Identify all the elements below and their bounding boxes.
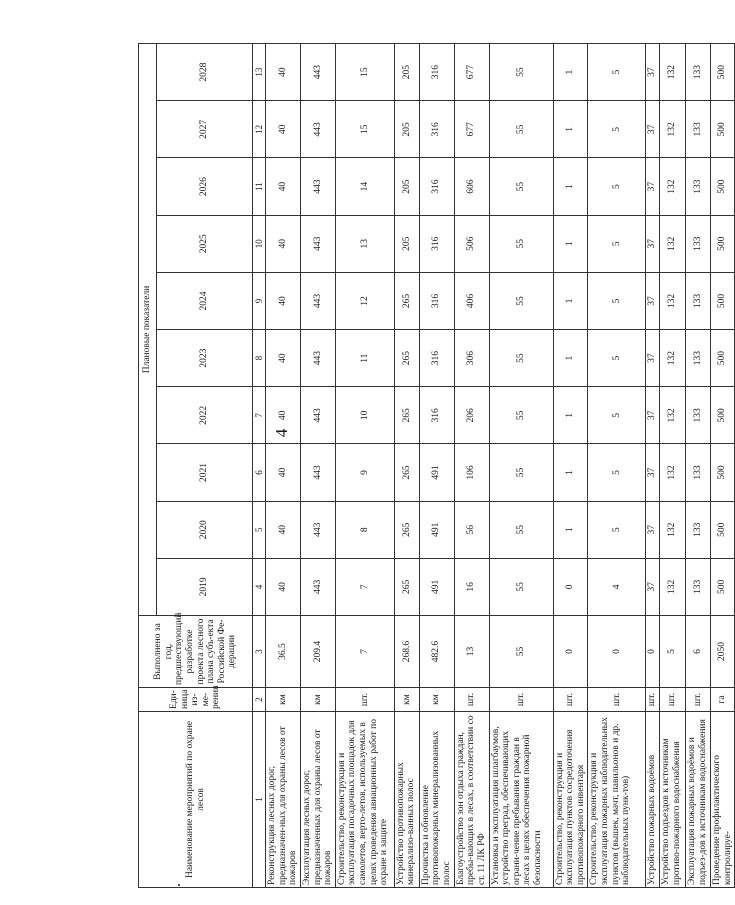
plan-value-cell: 491 <box>419 501 454 558</box>
plan-value-cell: 133 <box>686 387 711 444</box>
plan-value-cell: 55 <box>489 158 553 215</box>
column-index: 1 <box>253 712 266 888</box>
plan-value-cell: 443 <box>300 101 335 158</box>
plan-value-cell: 443 <box>300 158 335 215</box>
unit-cell: км <box>394 688 419 712</box>
plan-value-cell: 40 <box>266 272 301 329</box>
plan-value-cell: 40 <box>266 44 301 101</box>
plan-value-cell: 491 <box>419 558 454 615</box>
plan-value-cell: 5 <box>588 215 646 272</box>
plan-value-cell: 316 <box>419 387 454 444</box>
column-index: 8 <box>253 330 266 387</box>
plan-value-cell: 133 <box>686 501 711 558</box>
plan-value-cell: 132 <box>660 158 686 215</box>
plan-value-cell: 4 <box>588 558 646 615</box>
done-cell: 268.6 <box>394 616 419 688</box>
plan-value-cell: 677 <box>454 101 489 158</box>
unit-cell: шт. <box>588 688 646 712</box>
activity-name: Благоустройство зон отдыха граждан, пребы-вающих в лесах, в соответствии со ст. 11 ЛК РФ <box>454 712 489 888</box>
column-index: 2 <box>253 688 266 712</box>
plan-value-cell: 40 <box>266 387 301 444</box>
table-row <box>660 44 686 888</box>
plan-value-cell: 55 <box>489 44 553 101</box>
plan-value-cell: 1 <box>553 44 588 101</box>
year-header: 2026 <box>157 158 253 215</box>
plan-value-cell: 40 <box>266 558 301 615</box>
unit-cell: км <box>266 688 301 712</box>
plan-value-cell: 55 <box>489 387 553 444</box>
plan-value-cell: 14 <box>335 158 394 215</box>
plan-value-cell: 133 <box>686 215 711 272</box>
done-cell: 13 <box>454 616 489 688</box>
plan-value-cell: 500 <box>711 330 735 387</box>
unit-cell: шт. <box>454 688 489 712</box>
plan-value-cell: 606 <box>454 158 489 215</box>
plan-value-cell: 132 <box>660 558 686 615</box>
year-header: 2019 <box>157 558 253 615</box>
done-cell: 7 <box>335 616 394 688</box>
plan-value-cell: 316 <box>419 330 454 387</box>
year-header: 2025 <box>157 215 253 272</box>
plan-value-cell: 132 <box>660 444 686 501</box>
unit-cell: шт. <box>335 688 394 712</box>
plan-value-cell: 5 <box>588 330 646 387</box>
header-unit: Еди-ница из-ме-рения <box>139 688 253 712</box>
column-index: 3 <box>253 616 266 688</box>
plan-value-cell: 306 <box>454 330 489 387</box>
activity-name: Устройство пожарных водоёмов <box>646 712 660 888</box>
header-done: Выполнено за год, предшествующий разработке проекта лесного плана субъ-екта Российской Фе-дерации <box>139 616 253 688</box>
plan-value-cell: 40 <box>266 501 301 558</box>
column-index: 6 <box>253 444 266 501</box>
plan-value-cell: 5 <box>588 158 646 215</box>
plan-value-cell: 132 <box>660 215 686 272</box>
plan-value-cell: 11 <box>335 330 394 387</box>
plan-value-cell: 205 <box>394 101 419 158</box>
plan-value-cell: 500 <box>711 215 735 272</box>
plan-value-cell: 5 <box>588 101 646 158</box>
plan-value-cell: 133 <box>686 558 711 615</box>
plan-value-cell: 500 <box>711 158 735 215</box>
plan-value-cell: 15 <box>335 101 394 158</box>
done-cell: 55 <box>489 616 553 688</box>
plan-value-cell: 506 <box>454 215 489 272</box>
activity-name: Строительство, реконструкция и эксплуатация посадочных площадок для самолетов, верто-летов, используемых в целях проведения авиационных работ по охране и защите <box>335 712 394 888</box>
plan-value-cell: 13 <box>335 215 394 272</box>
plan-value-cell: 500 <box>711 558 735 615</box>
plan-value-cell: 7 <box>335 558 394 615</box>
plan-value-cell: 205 <box>394 158 419 215</box>
plan-value-cell: 12 <box>335 272 394 329</box>
plan-value-cell: 133 <box>686 44 711 101</box>
unit-cell: км <box>300 688 335 712</box>
activity-name: Прочистка и обновление противопожарных минерализованных полос <box>419 712 454 888</box>
unit-cell: га <box>711 688 735 712</box>
plan-value-cell: 500 <box>711 272 735 329</box>
plan-value-cell: 56 <box>454 501 489 558</box>
plan-value-cell: 205 <box>394 44 419 101</box>
unit-cell: шт. <box>489 688 553 712</box>
activity-name: Устройство противопожарных минерализо-ванных полос <box>394 712 419 888</box>
plan-value-cell: 10 <box>335 387 394 444</box>
table-row <box>588 44 646 888</box>
done-cell: 0 <box>588 616 646 688</box>
column-index: 10 <box>253 215 266 272</box>
plan-value-cell: 40 <box>266 101 301 158</box>
plan-value-cell: 40 <box>266 330 301 387</box>
plan-value-cell: 37 <box>646 101 660 158</box>
year-header: 2022 <box>157 387 253 444</box>
plan-value-cell: 40 <box>266 444 301 501</box>
plan-value-cell: 37 <box>646 558 660 615</box>
plan-value-cell: 40 <box>266 215 301 272</box>
activity-name: Эксплуатация лесных дорог, предназначенных для охраны лесов от пожаров <box>300 712 335 888</box>
plan-value-cell: 1 <box>553 444 588 501</box>
plan-value-cell: 133 <box>686 444 711 501</box>
plan-value-cell: 265 <box>394 444 419 501</box>
year-header: 2028 <box>157 44 253 101</box>
activity-name: Строительство, реконструкция и эксплуатация пунктов сосредоточения противопожарного инвентаря <box>553 712 588 888</box>
year-header: 2021 <box>157 444 253 501</box>
plan-value-cell: 205 <box>394 215 419 272</box>
plan-value-cell: 443 <box>300 215 335 272</box>
header-name: Наименование мероприятий по охране лесов <box>139 712 253 888</box>
table-row <box>454 44 489 888</box>
plan-value-cell: 16 <box>454 558 489 615</box>
plan-value-cell: 316 <box>419 158 454 215</box>
plan-value-cell: 133 <box>686 272 711 329</box>
plan-value-cell: 1 <box>553 215 588 272</box>
plan-value-cell: 5 <box>588 44 646 101</box>
plan-value-cell: 37 <box>646 501 660 558</box>
activity-name: Эксплуатация пожарных водоёмов и подъез-дов к источникам водоснабжения <box>686 712 711 888</box>
done-cell: 2050 <box>711 616 735 688</box>
unit-cell: шт. <box>686 688 711 712</box>
plan-value-cell: 5 <box>588 501 646 558</box>
done-cell: 482.6 <box>419 616 454 688</box>
plan-value-cell: 132 <box>660 501 686 558</box>
table-body <box>266 44 735 888</box>
plan-value-cell: 265 <box>394 501 419 558</box>
plan-value-cell: 9 <box>335 444 394 501</box>
plan-value-cell: 37 <box>646 158 660 215</box>
activity-name: Устройство подъездов к источникам противо-пожарного водоснабжения <box>660 712 686 888</box>
forest-protection-table <box>138 43 735 888</box>
plan-value-cell: 55 <box>489 330 553 387</box>
plan-value-cell: 106 <box>454 444 489 501</box>
plan-value-cell: 5 <box>588 387 646 444</box>
plan-value-cell: 443 <box>300 501 335 558</box>
year-header: 2023 <box>157 330 253 387</box>
plan-value-cell: 55 <box>489 215 553 272</box>
page-number: 4 <box>272 428 291 438</box>
table-row <box>711 44 735 888</box>
plan-value-cell: 132 <box>660 101 686 158</box>
unit-cell: шт. <box>646 688 660 712</box>
table-row <box>419 44 454 888</box>
unit-cell: шт. <box>660 688 686 712</box>
activity-name: Реконструкция лесных дорог, предназначен-ных для охраны лесов от пожаров <box>266 712 301 888</box>
column-index: 4 <box>253 558 266 615</box>
plan-value-cell: 443 <box>300 444 335 501</box>
plan-value-cell: 133 <box>686 101 711 158</box>
plan-value-cell: 500 <box>711 444 735 501</box>
plan-value-cell: 406 <box>454 272 489 329</box>
plan-value-cell: 132 <box>660 330 686 387</box>
table-row <box>300 44 335 888</box>
done-cell: 0 <box>553 616 588 688</box>
plan-value-cell: 500 <box>711 44 735 101</box>
plan-value-cell: 265 <box>394 272 419 329</box>
plan-value-cell: 132 <box>660 44 686 101</box>
plan-value-cell: 206 <box>454 387 489 444</box>
plan-value-cell: 443 <box>300 387 335 444</box>
done-cell: 36.5 <box>266 616 301 688</box>
year-header: 2020 <box>157 501 253 558</box>
plan-value-cell: 500 <box>711 101 735 158</box>
done-cell: 209.4 <box>300 616 335 688</box>
table-row <box>335 44 394 888</box>
done-cell: 0 <box>646 616 660 688</box>
plan-value-cell: 443 <box>300 272 335 329</box>
plan-value-cell: 316 <box>419 101 454 158</box>
table-row <box>266 44 301 888</box>
done-cell: 6 <box>686 616 711 688</box>
table-row <box>686 44 711 888</box>
activity-name: Проведение профилактического контролируе- <box>711 712 735 888</box>
plan-value-cell: 443 <box>300 558 335 615</box>
plan-value-cell: 55 <box>489 558 553 615</box>
plan-value-cell: 5 <box>588 444 646 501</box>
rotated-table-frame <box>138 43 733 888</box>
plan-value-cell: 1 <box>553 387 588 444</box>
plan-value-cell: 1 <box>553 501 588 558</box>
column-index: 9 <box>253 272 266 329</box>
plan-value-cell: 500 <box>711 501 735 558</box>
plan-value-cell: 55 <box>489 444 553 501</box>
plan-value-cell: 55 <box>489 101 553 158</box>
plan-value-cell: 37 <box>646 215 660 272</box>
plan-value-cell: 265 <box>394 387 419 444</box>
plan-value-cell: 1 <box>553 158 588 215</box>
table-header <box>139 44 266 888</box>
year-header: 2027 <box>157 101 253 158</box>
plan-value-cell: 37 <box>646 330 660 387</box>
column-index: 11 <box>253 158 266 215</box>
plan-value-cell: 15 <box>335 44 394 101</box>
plan-value-cell: 677 <box>454 44 489 101</box>
plan-value-cell: 133 <box>686 330 711 387</box>
plan-value-cell: 1 <box>553 101 588 158</box>
plan-value-cell: 37 <box>646 272 660 329</box>
plan-value-cell: 316 <box>419 272 454 329</box>
year-header: 2024 <box>157 272 253 329</box>
plan-value-cell: 37 <box>646 444 660 501</box>
plan-value-cell: 132 <box>660 387 686 444</box>
table-row <box>489 44 553 888</box>
column-index: 5 <box>253 501 266 558</box>
plan-value-cell: 265 <box>394 558 419 615</box>
plan-value-cell: 132 <box>660 272 686 329</box>
plan-value-cell: 133 <box>686 158 711 215</box>
plan-value-cell: 500 <box>711 387 735 444</box>
plan-value-cell: 443 <box>300 330 335 387</box>
plan-value-cell: 55 <box>489 501 553 558</box>
activity-name: Установка и эксплуатация шлагбаумов, устройство преград, обеспечивающих ограни-чение пребывания граждан в лесах в целях обеспечения пожарной безопасности <box>489 712 553 888</box>
plan-value-cell: 37 <box>646 44 660 101</box>
plan-value-cell: 40 <box>266 158 301 215</box>
plan-value-cell: 1 <box>553 272 588 329</box>
activity-name: Строительство, реконструкция и эксплуатация пожарных наблюдательных пунктов (вышек, мачт, павильонов и др. наблюдательных пунк-тов) <box>588 712 646 888</box>
unit-cell: км <box>419 688 454 712</box>
plan-value-cell: 37 <box>646 387 660 444</box>
column-index: 7 <box>253 387 266 444</box>
column-index: 13 <box>253 44 266 101</box>
column-index: 12 <box>253 101 266 158</box>
plan-value-cell: 316 <box>419 44 454 101</box>
plan-value-cell: 1 <box>553 330 588 387</box>
plan-value-cell: 443 <box>300 44 335 101</box>
done-cell: 5 <box>660 616 686 688</box>
header-planned: Плановые показатели <box>139 44 157 616</box>
plan-value-cell: 0 <box>553 558 588 615</box>
table-row <box>646 44 660 888</box>
plan-value-cell: 316 <box>419 215 454 272</box>
plan-value-cell: 5 <box>588 272 646 329</box>
table-row <box>553 44 588 888</box>
plan-value-cell: 491 <box>419 444 454 501</box>
plan-value-cell: 8 <box>335 501 394 558</box>
plan-value-cell: 55 <box>489 272 553 329</box>
unit-cell: шт. <box>553 688 588 712</box>
plan-value-cell: 265 <box>394 330 419 387</box>
table-row <box>394 44 419 888</box>
